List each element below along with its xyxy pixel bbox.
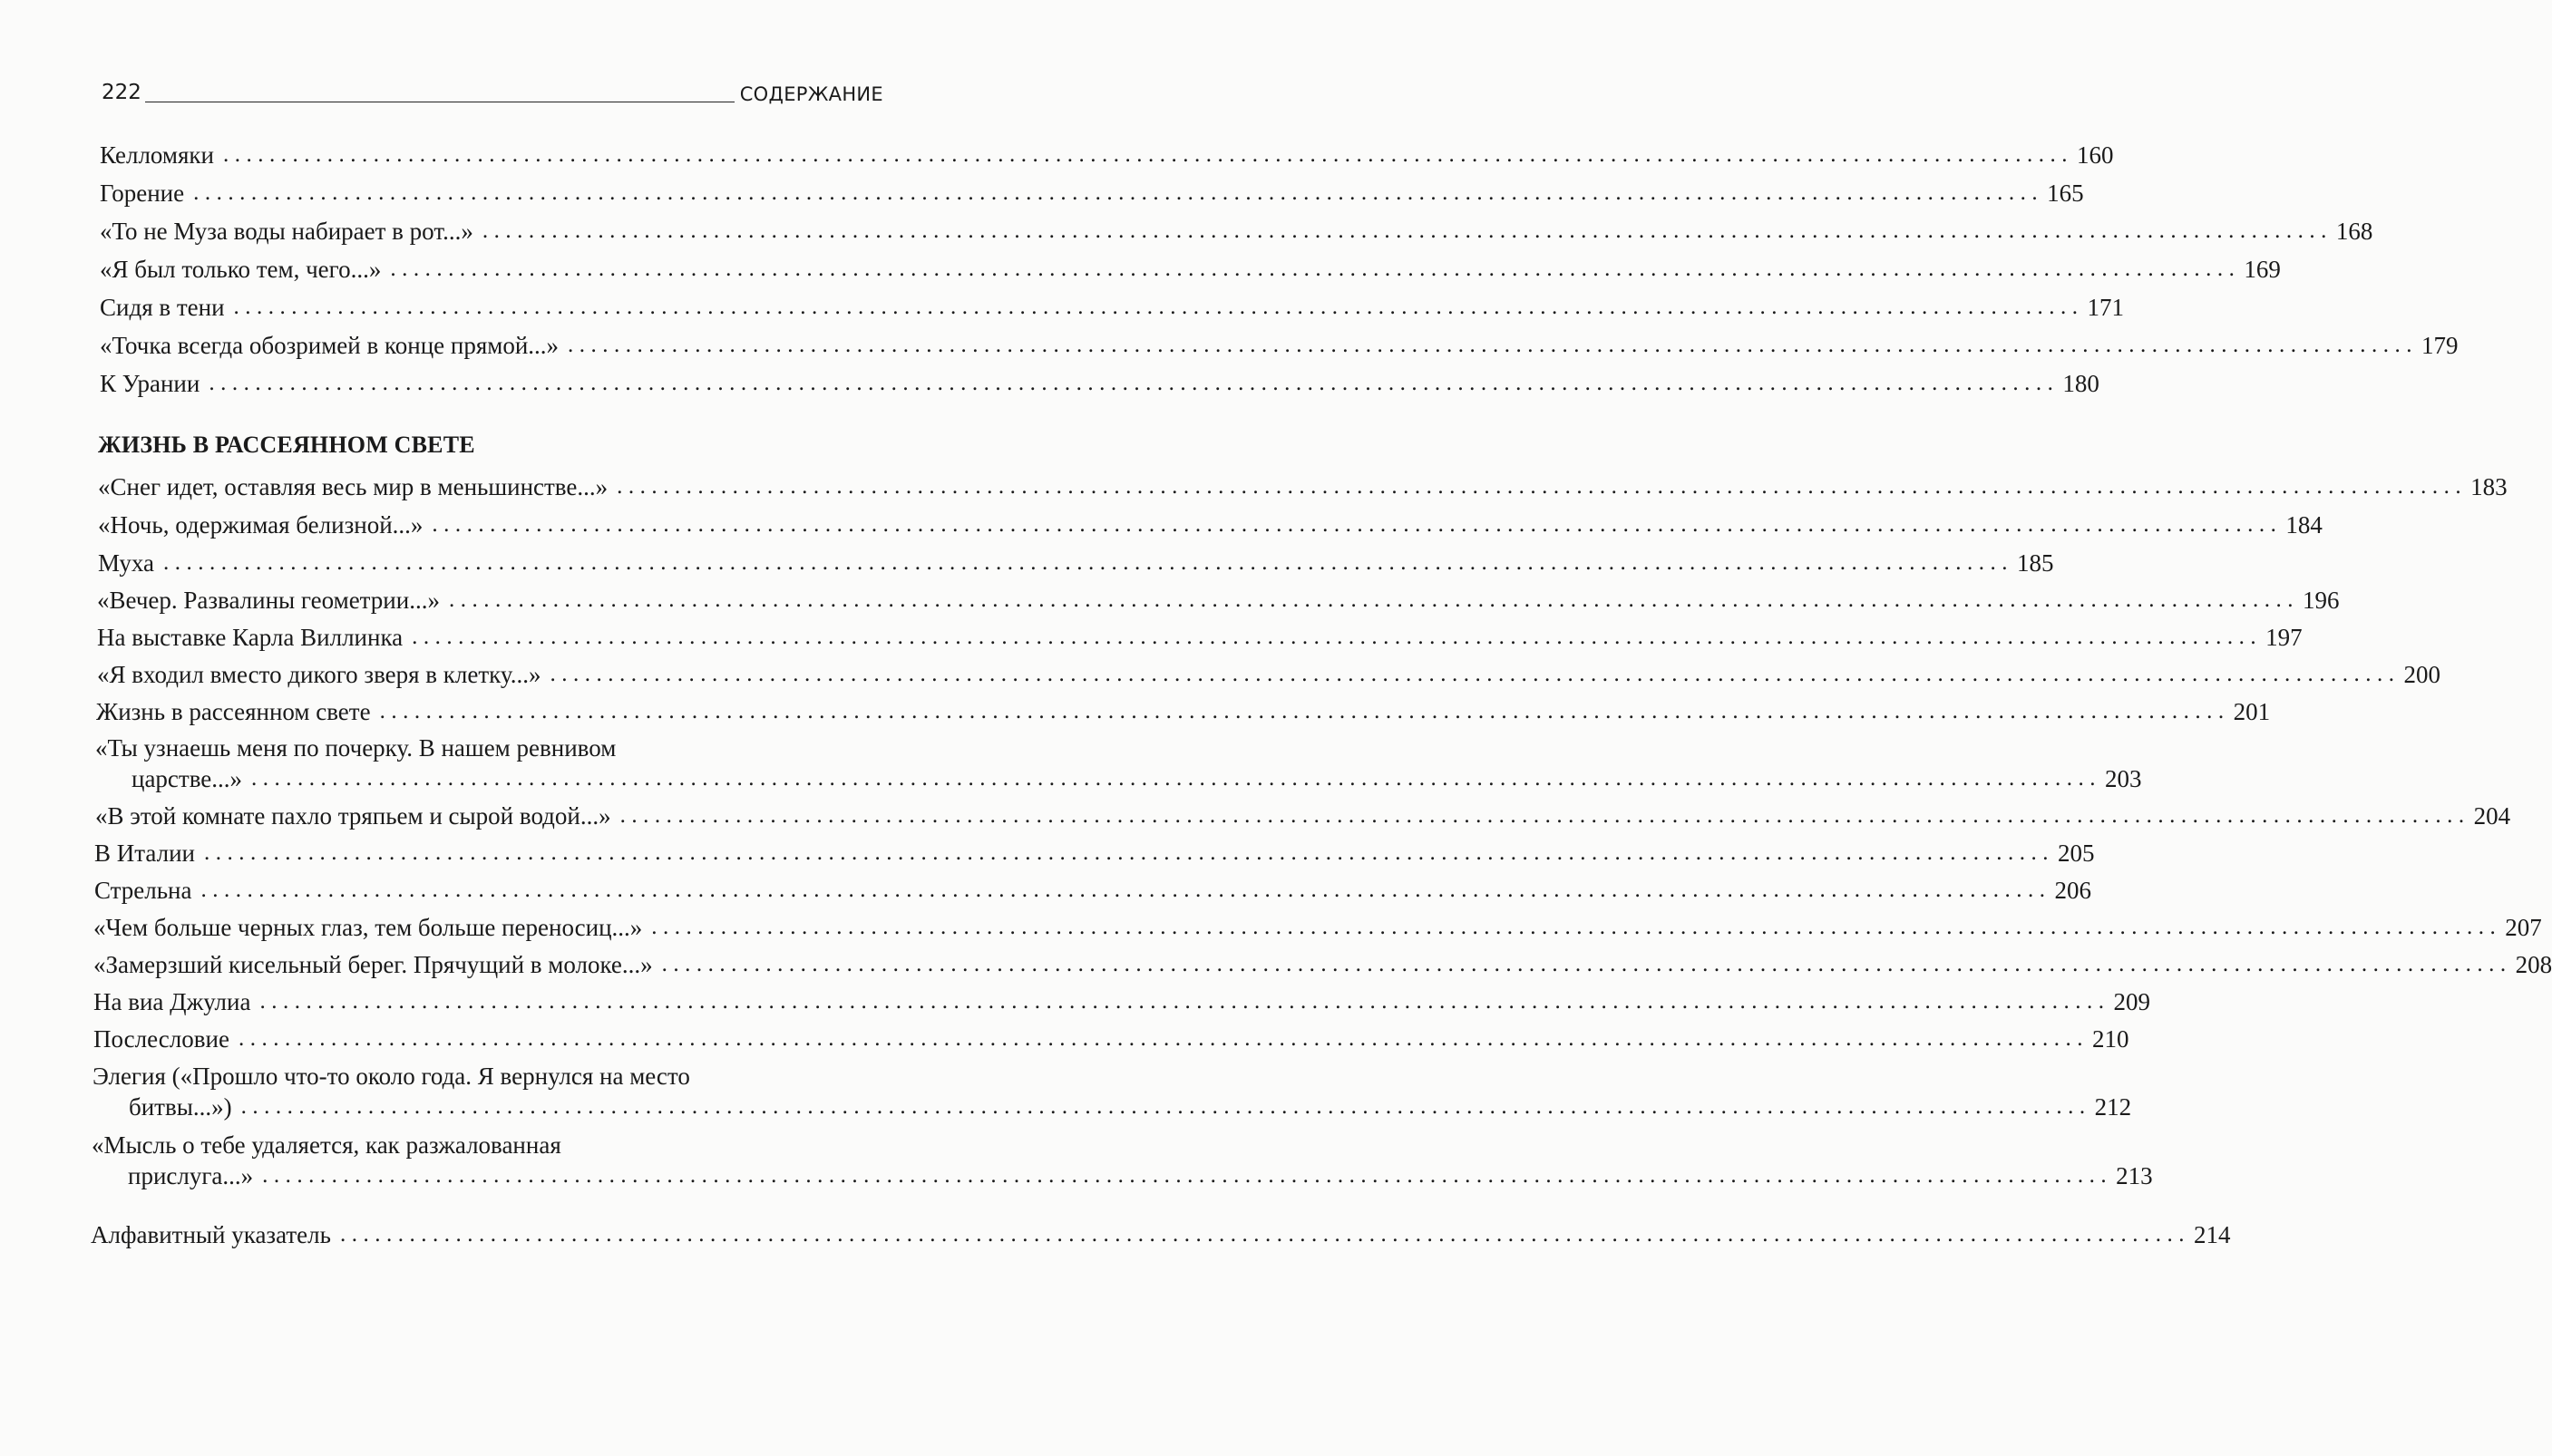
- toc-entry-title: В Италии: [94, 840, 195, 867]
- toc-entry-title: Послесловие: [93, 1025, 229, 1053]
- toc-entry: [95, 733, 2142, 794]
- dot-leader: ................................................................................................................................................................: [390, 257, 2241, 281]
- toc-entry-title: «Точка всегда обозримей в конце прямой...»: [100, 332, 560, 359]
- dot-leader: ................................................................................................................................................................: [550, 662, 2401, 686]
- toc-entry: [94, 838, 2095, 869]
- toc-entry: [91, 1219, 2231, 1250]
- toc-entry: [98, 471, 2508, 502]
- toc-entry-page: 204: [2473, 802, 2511, 830]
- dot-leader: ................................................................................................................................................................: [203, 840, 2054, 865]
- dot-leader: ................................................................................................................................................................: [617, 474, 2468, 499]
- page-number: 222: [102, 81, 141, 104]
- toc-entry-title-line1: «Ты узнаешь меня по почерку. В нашем ревнивом: [95, 734, 617, 762]
- toc-entry-title: «Я был только тем, чего...»: [100, 256, 382, 283]
- toc-entry-title: Жизнь в рассеянном свете: [96, 698, 371, 725]
- toc-entry-title: «Вечер. Развалины геометрии...»: [97, 587, 440, 614]
- toc-entry-page: 207: [2505, 914, 2542, 941]
- toc-entry-title-line2: битвы...»): [129, 1093, 232, 1121]
- toc-entry-page: 180: [2062, 370, 2099, 397]
- toc-entry: [96, 696, 2271, 727]
- dot-leader: ................................................................................................................................................................: [379, 699, 2230, 723]
- toc-entry: [97, 659, 2440, 690]
- toc-entry-page: 160: [2076, 141, 2114, 169]
- dot-leader: ................................................................................................................................................................: [238, 1026, 2089, 1051]
- dot-leader: ................................................................................................................................................................: [233, 295, 2084, 319]
- toc-entry-title: «Замерзший кисельный берег. Прячущий в молоке...»: [93, 951, 653, 978]
- toc-entry-title-line2: царстве...»: [131, 765, 243, 792]
- toc-entry-title: Стрельна: [94, 877, 192, 904]
- dot-leader: ................................................................................................................................................................: [193, 180, 2044, 205]
- toc-entry-page: 206: [2054, 877, 2091, 904]
- toc-entry: [97, 622, 2303, 653]
- dot-leader: ................................................................................................................................................................: [222, 142, 2073, 167]
- toc-entry-title: «Ночь, одержимая белизной...»: [98, 511, 424, 539]
- dot-leader: ................................................................................................................................................................: [661, 952, 2512, 976]
- toc-entry-page: 210: [2091, 1025, 2129, 1053]
- toc-entry: [93, 1024, 2129, 1054]
- toc-entry-page: 183: [2470, 473, 2508, 500]
- dot-leader: ................................................................................................................................................................: [482, 218, 2333, 243]
- toc-entry: [97, 585, 2340, 616]
- toc-entry-title: «Я входил вместо дикого зверя в клетку...»: [97, 661, 541, 688]
- dot-leader: ................................................................................................................................................................: [262, 1163, 2113, 1188]
- toc-entry: [93, 912, 2542, 943]
- toc-entry-title: К Урании: [100, 370, 200, 397]
- toc-entry: [100, 330, 2459, 361]
- toc-entry-page: 208: [2515, 951, 2552, 978]
- toc-entry-page: 168: [2335, 218, 2373, 245]
- toc-entry-title: «Снег идет, оставляя весь мир в меньшинстве...»: [98, 473, 609, 500]
- toc-entry: [100, 292, 2125, 323]
- running-title: СОДЕРЖАНИЕ: [739, 83, 883, 105]
- toc-entry-page: 196: [2302, 587, 2340, 614]
- dot-leader: ................................................................................................................................................................: [259, 989, 2110, 1014]
- toc-entry: [100, 178, 2084, 209]
- toc-entry: [95, 801, 2511, 831]
- toc-entry-title: Муха: [98, 549, 154, 577]
- toc-entry-page: 171: [2087, 294, 2125, 321]
- dot-leader: ................................................................................................................................................................: [619, 803, 2470, 828]
- toc-entry: [93, 986, 2150, 1017]
- toc-entry: [93, 949, 2552, 980]
- toc-entry-title: Келломяки: [100, 141, 214, 169]
- section-heading: ЖИЗНЬ В РАССЕЯННОМ СВЕТЕ: [98, 432, 475, 458]
- dot-leader: ................................................................................................................................................................: [162, 550, 2013, 575]
- dot-leader: ................................................................................................................................................................: [568, 333, 2419, 357]
- toc-entry: [98, 510, 2323, 540]
- toc-entry: [93, 1061, 2132, 1122]
- toc-entry-page: 201: [2233, 698, 2271, 725]
- toc-entry-title: «В этой комнате пахло тряпьем и сырой водой...»: [95, 802, 611, 830]
- toc-entry-title: «То не Муза воды набирает в рот...»: [100, 218, 473, 245]
- toc-entry-page: 209: [2113, 988, 2150, 1015]
- toc-entry-page: 179: [2421, 332, 2459, 359]
- toc-entry: [94, 875, 2091, 906]
- toc-entry-title-line1: «Мысль о тебе удаляется, как разжалованная: [92, 1131, 561, 1159]
- toc-entry-page: 205: [2057, 840, 2095, 867]
- toc-entry-page: 184: [2285, 511, 2323, 539]
- toc-entry: [92, 1130, 2153, 1191]
- dot-leader: ................................................................................................................................................................: [200, 878, 2051, 902]
- toc-entry-page: 169: [2244, 256, 2281, 283]
- toc-entry-page: 203: [2105, 765, 2142, 792]
- toc-entry-page: 165: [2047, 180, 2084, 207]
- dot-leader: ................................................................................................................................................................: [209, 371, 2060, 395]
- toc-entry-title: На виа Джулиа: [93, 988, 251, 1015]
- toc-entry: [100, 140, 2114, 170]
- toc-entry-page: 214: [2193, 1221, 2231, 1248]
- dot-leader: ................................................................................................................................................................: [432, 512, 2283, 537]
- toc-entry: [100, 216, 2373, 247]
- toc-entry-title: На выставке Карла Виллинка: [97, 624, 404, 651]
- toc-entry-page: 197: [2265, 624, 2303, 651]
- toc-entry-page: 200: [2403, 661, 2440, 688]
- dot-leader: ................................................................................................................................................................: [251, 766, 2102, 791]
- toc-entry-title-line1: Элегия («Прошло что-то около года. Я вернулся на место: [93, 1063, 690, 1090]
- toc-entry-title: Сидя в тени: [100, 294, 225, 321]
- dot-leader: ................................................................................................................................................................: [448, 587, 2299, 612]
- toc-entry-page: 213: [2116, 1162, 2153, 1189]
- toc-entry-title: Горение: [100, 180, 185, 207]
- dot-leader: ................................................................................................................................................................: [240, 1094, 2091, 1119]
- toc-entry-title-line2: прислуга...»: [128, 1162, 254, 1189]
- dot-leader: ................................................................................................................................................................: [651, 915, 2502, 939]
- toc-entry: [98, 548, 2054, 578]
- toc-entry: [100, 254, 2281, 285]
- dot-leader: ................................................................................................................................................................: [412, 625, 2263, 649]
- toc-entry-page: 212: [2094, 1093, 2132, 1121]
- running-header: [102, 74, 883, 107]
- toc-entry-title: «Чем больше черных глаз, тем больше переносиц...»: [93, 914, 643, 941]
- dot-leader: ................................................................................................................................................................: [339, 1222, 2190, 1247]
- toc-entry-title: Алфавитный указатель: [91, 1221, 331, 1248]
- toc-entry-page: 185: [2016, 549, 2054, 577]
- toc-entry: [100, 368, 2099, 399]
